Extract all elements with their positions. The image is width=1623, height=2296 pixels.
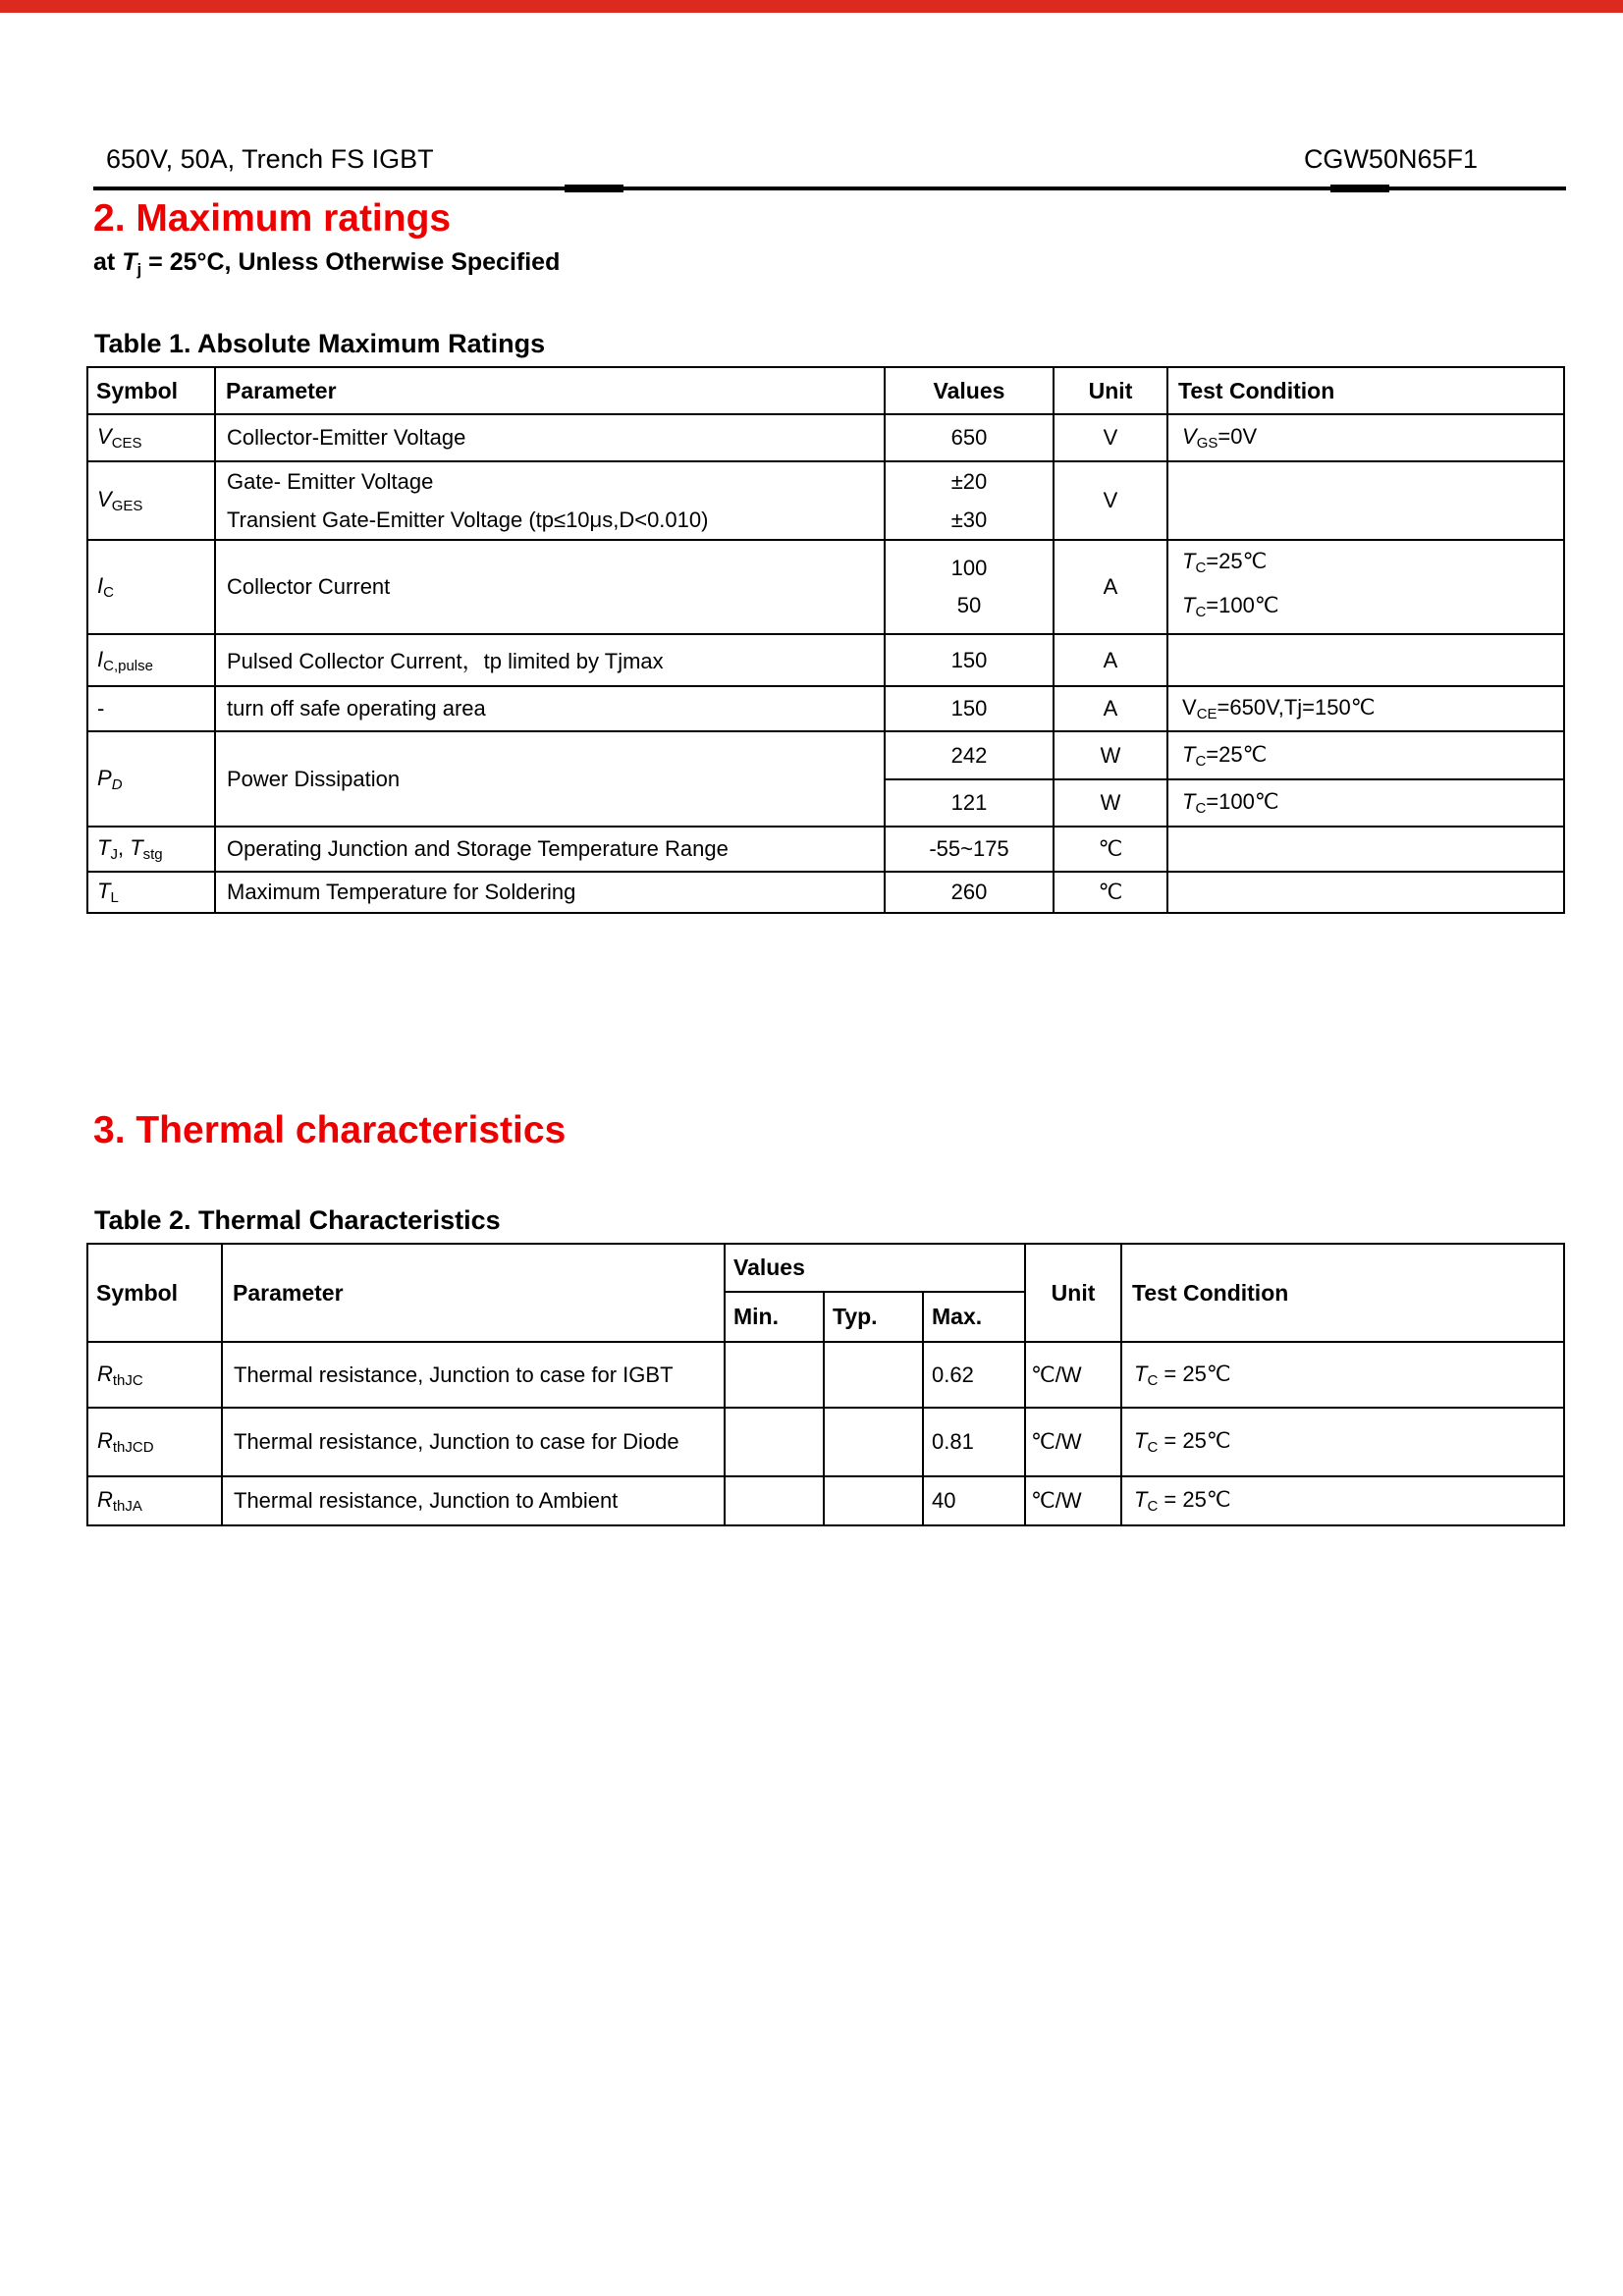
document-header	[106, 143, 1478, 175]
value-cell: ±20 ±30	[885, 461, 1054, 540]
max-cell: 40	[923, 1476, 1025, 1525]
unit-cell: A	[1054, 540, 1167, 634]
device-description: 650V, 50A, Trench FS IGBT	[106, 144, 434, 174]
parameter-cell: Thermal resistance, Junction to case for Diode	[222, 1408, 725, 1476]
parameter-cell: Operating Junction and Storage Temperature Range	[215, 827, 885, 872]
symbol-main: V	[97, 424, 112, 449]
symbol-main: P	[97, 765, 112, 790]
symbol-subscript: thJA	[112, 1498, 142, 1515]
symbol-cell	[87, 1342, 222, 1408]
symbol-main: T	[97, 879, 111, 903]
test-condition-cell: $T_C$ = 25℃	[1121, 1408, 1564, 1476]
col-header-values: Values	[725, 1244, 1025, 1292]
col-header-parameter: Parameter	[222, 1244, 725, 1342]
symbol-cell	[87, 731, 215, 827]
symbol-subscript: C	[103, 584, 114, 601]
symbol-subscript: D	[111, 775, 123, 793]
table-row-tj-tstg	[87, 827, 1564, 872]
table-row-rthja	[87, 1476, 1564, 1525]
col-header-symbol: Symbol	[87, 367, 215, 414]
table-row-rthjc	[87, 1342, 1564, 1408]
symbol-T: T	[122, 248, 137, 276]
unit-cell: ℃/W	[1025, 1408, 1121, 1476]
parameter-cell: Thermal resistance, Junction to case for IGBT	[222, 1342, 725, 1408]
symbol-subscript: thJCD	[112, 1439, 154, 1456]
min-cell	[725, 1342, 824, 1408]
symbol-main: R	[97, 1361, 113, 1386]
test-condition-cell	[1167, 872, 1564, 913]
symbol-main: I	[97, 646, 104, 671]
typ-cell	[824, 1408, 923, 1476]
test-condition-cell: $T_C$ = 25℃	[1121, 1342, 1564, 1408]
table-header-row	[87, 367, 1564, 414]
unit-cell: W	[1054, 731, 1167, 779]
value-cell: -55~175	[885, 827, 1054, 872]
symbol-cell	[87, 414, 215, 461]
symbol-cell	[87, 540, 215, 634]
col-header-symbol: Symbol	[87, 1244, 222, 1342]
unit-cell: A	[1054, 686, 1167, 731]
parameter-cell: Gate- Emitter Voltage Transient Gate-Emitter Voltage (tp≤10μs,D<0.010)	[215, 461, 885, 540]
unit-cell: W	[1054, 779, 1167, 827]
table-row-soa	[87, 686, 1564, 731]
symbol-subscript: thJC	[112, 1371, 143, 1389]
table-row-rthjcd	[87, 1408, 1564, 1476]
col-header-unit: Unit	[1054, 367, 1167, 414]
section-2-title: 2. Maximum ratings	[93, 197, 452, 240]
symbol-subscript: C,pulse	[103, 657, 153, 674]
divider-thick-segment	[565, 185, 623, 192]
parameter-cell: Power Dissipation	[215, 731, 885, 827]
typ-cell	[824, 1476, 923, 1525]
subscript-j: j	[136, 260, 142, 279]
min-cell	[725, 1408, 824, 1476]
value-cell: 150	[885, 686, 1054, 731]
symbol-cell	[87, 634, 215, 686]
unit-cell: V	[1054, 414, 1167, 461]
table-2-caption: Table 2. Thermal Characteristics	[94, 1205, 501, 1235]
symbol-main: R	[97, 1487, 113, 1512]
unit-cell: ℃	[1054, 872, 1167, 913]
symbol-cell: $T_J$, $T_{stg}$	[87, 827, 215, 872]
table-row-ic	[87, 540, 1564, 634]
test-condition-cell	[1167, 827, 1564, 872]
thermal-characteristics-table	[86, 1243, 1565, 1526]
symbol-subscript: GES	[111, 498, 143, 514]
col-header-test-condition: Test Condition	[1121, 1244, 1564, 1342]
col-header-min: Min.	[725, 1292, 824, 1342]
parameter-cell: turn off safe operating area	[215, 686, 885, 731]
col-header-values: Values	[885, 367, 1054, 414]
section-2-subtitle: at $T_j = 25^\circ C$, Unless Otherwise Specified	[93, 248, 561, 279]
test-condition-cell: $T_C=25℃$	[1167, 731, 1564, 779]
max-cell: 0.81	[923, 1408, 1025, 1476]
parameter-cell: Pulsed Collector Current，tp limited by Tjmax	[215, 634, 885, 686]
symbol-main: I	[97, 573, 104, 598]
unit-cell: ℃/W	[1025, 1476, 1121, 1525]
value-cell: 260	[885, 872, 1054, 913]
test-condition-cell: $T_C$ = 25℃	[1121, 1476, 1564, 1525]
symbol-cell	[87, 872, 215, 913]
col-header-unit: Unit	[1025, 1244, 1121, 1342]
unit-cell: A	[1054, 634, 1167, 686]
symbol-cell	[87, 461, 215, 540]
part-number: CGW50N65F1	[1303, 144, 1478, 174]
value-cell: 242	[885, 731, 1054, 779]
table-row-icpulse	[87, 634, 1564, 686]
abs-max-ratings-table	[86, 366, 1565, 914]
max-cell: 0.62	[923, 1342, 1025, 1408]
symbol-cell: -	[87, 686, 215, 731]
col-header-max: Max.	[923, 1292, 1025, 1342]
header-divider	[93, 187, 1566, 190]
table-header-row	[87, 1244, 1564, 1292]
parameter-cell: Collector-Emitter Voltage	[215, 414, 885, 461]
value-cell: 121	[885, 779, 1054, 827]
parameter-cell: Collector Current	[215, 540, 885, 634]
col-header-test-condition: Test Condition	[1167, 367, 1564, 414]
table-row-vces	[87, 414, 1564, 461]
typ-cell	[824, 1342, 923, 1408]
test-condition-cell: $V_{GS}=0V$	[1167, 414, 1564, 461]
col-header-typ: Typ.	[824, 1292, 923, 1342]
table-row-pd	[87, 731, 1564, 779]
symbol-cell	[87, 1476, 222, 1525]
table-1-caption: Table 1. Absolute Maximum Ratings	[94, 329, 546, 358]
parameter-cell: Maximum Temperature for Soldering	[215, 872, 885, 913]
value-cell: 150	[885, 634, 1054, 686]
brand-color-bar	[0, 0, 1623, 13]
value-cell: 100 50	[885, 540, 1054, 634]
test-condition-cell	[1167, 461, 1564, 540]
test-condition-cell: $T_C=100℃$	[1167, 779, 1564, 827]
col-header-parameter: Parameter	[215, 367, 885, 414]
symbol-main: V	[97, 487, 112, 511]
table-row-vges	[87, 461, 1564, 540]
value-cell: 650	[885, 414, 1054, 461]
test-condition-cell	[1167, 634, 1564, 686]
test-condition-cell: $T_C=25℃$ $T_C=100℃$	[1167, 540, 1564, 634]
symbol-main: R	[97, 1428, 113, 1453]
symbol-subscript: CES	[111, 435, 142, 452]
test-condition-cell: $V_{CE}=650V,Tj=150℃$	[1167, 686, 1564, 731]
unit-cell: ℃/W	[1025, 1342, 1121, 1408]
unit-cell: V	[1054, 461, 1167, 540]
parameter-cell: Thermal resistance, Junction to Ambient	[222, 1476, 725, 1525]
symbol-cell	[87, 1408, 222, 1476]
section-3-title: 3. Thermal characteristics	[93, 1109, 567, 1151]
symbol-subscript: L	[110, 889, 119, 906]
min-cell	[725, 1476, 824, 1525]
table-row-tl	[87, 872, 1564, 913]
divider-thick-segment	[1330, 185, 1389, 192]
unit-cell: ℃	[1054, 827, 1167, 872]
